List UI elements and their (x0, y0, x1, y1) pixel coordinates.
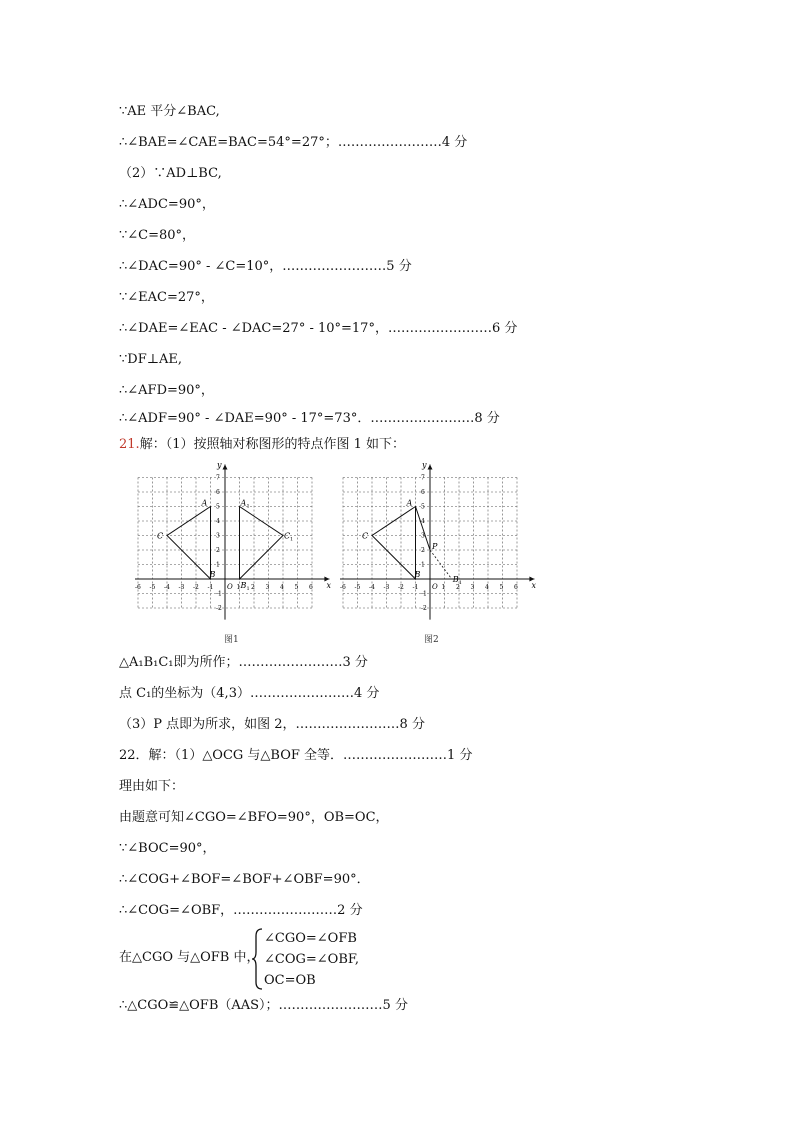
x-tick-label: -2 (398, 584, 404, 591)
x-tick-label: 4 (280, 584, 284, 591)
proof-line: ∵DF⊥AE, (119, 352, 182, 367)
triangle-ABC (167, 507, 211, 580)
x-tick-label: 1 (236, 584, 241, 591)
point-label-C1: C (284, 531, 291, 541)
point-label-A: A (406, 498, 413, 508)
figure-2-caption: 图2 (424, 635, 439, 645)
y-tick-label: 4 (421, 518, 425, 525)
system-prefix: 在△CGO 与△OFB 中， (119, 950, 260, 965)
point-label-B1: B (240, 581, 247, 590)
x-tick-label: 1 (441, 584, 446, 591)
system-row: ∠COG=∠OBF, (264, 952, 360, 967)
x-tick-label: -5 (354, 584, 361, 591)
x-tick-label: 6 (309, 584, 313, 591)
y-tick-label: 5 (216, 503, 220, 511)
x-tick-label: -3 (178, 584, 185, 591)
proof-line: ∴∠AFD=90°， (119, 383, 214, 398)
proof-line: 由题意可知∠CGO=∠BFO=90°，OB=OC， (119, 810, 389, 825)
x-tick-label: 4 (485, 584, 489, 591)
proof-line: ∵AE 平分∠BAC, (119, 104, 220, 119)
point-label-B: B (209, 570, 216, 579)
y-axis-arrow (428, 464, 433, 469)
y-tick-label: 6 (421, 489, 425, 496)
y-tick-label: 3 (421, 532, 425, 540)
x-tick-label: -1 (207, 584, 214, 591)
figure-1-caption: 图1 (224, 635, 239, 645)
y-tick-label: 1 (216, 561, 220, 569)
x-tick-label: 3 (470, 584, 475, 591)
y-axis-label: y (217, 462, 222, 470)
proof-line: ∴∠ADC=90°， (119, 197, 215, 212)
point-label-C: C (157, 531, 164, 541)
proof-line: 理由如下： (119, 779, 185, 794)
y-tick-label: 2 (421, 547, 425, 554)
proof-line: （2）∵AD⊥BC, (119, 166, 222, 181)
y-tick-label: 1 (421, 561, 425, 569)
proof-line: （3）P 点即为所求，如图 2，……………………8 分 (119, 717, 425, 732)
proof-line: ∵∠C=80°， (119, 228, 196, 243)
proof-line: ∴∠BAE=∠CAE=BAC=54°=27°；……………………4 分 (119, 135, 468, 150)
point-label-C1-sub: 1 (290, 536, 294, 543)
proof-line: ∴△CGO≌△OFB（AAS）；……………………5 分 (119, 998, 408, 1013)
x-tick-label: -6 (135, 584, 141, 591)
proof-line: ∴∠ADF=90° - ∠DAE=90° - 17°=73°．……………………8 分 (119, 411, 500, 426)
x-tick-label: 2 (251, 584, 255, 591)
y-tick-label: 6 (216, 489, 220, 496)
x-tick-label: -4 (164, 584, 170, 591)
point-label-A1-sub: 1 (246, 503, 250, 510)
question-number: 21. (119, 437, 140, 452)
proof-line: ∴∠COG=∠OBF，……………………2 分 (119, 903, 363, 918)
point-label-A1: A (240, 498, 247, 508)
proof-line: 22．解：（1）△OCG 与△BOF 全等．……………………1 分 (119, 748, 473, 763)
question-21-heading (119, 437, 405, 453)
x-axis-label: x (531, 581, 537, 590)
y-axis-label: y (422, 462, 427, 470)
proof-line: ∴∠DAE=∠EAC - ∠DAC=27° - 10°=17°，……………………6 分 (119, 321, 518, 336)
x-axis-label: x (326, 581, 332, 590)
system-row: OC=OB (264, 973, 316, 988)
x-tick-label: -3 (383, 584, 390, 591)
y-tick-label: 4 (216, 518, 220, 525)
x-tick-label: -5 (149, 584, 156, 591)
y-tick-label: 3 (216, 532, 220, 540)
origin-label: O (432, 583, 438, 591)
triangle-ABC (372, 507, 416, 580)
x-tick-label: -1 (412, 584, 419, 591)
y-tick-label: 2 (216, 547, 220, 554)
figure-2-coordinate-grid (340, 462, 545, 642)
point-label-P: P (432, 542, 438, 551)
proof-line: ∴∠DAC=90° - ∠C=10°，……………………5 分 (119, 259, 412, 274)
proof-line: ∴∠COG+∠BOF=∠BOF+∠OBF=90°． (119, 872, 370, 887)
point-label-B1-sub: 1 (458, 580, 462, 586)
y-axis-arrow (223, 464, 228, 469)
figure-1-coordinate-grid (135, 462, 340, 642)
left-brace (252, 928, 264, 990)
point-label-A: A (201, 498, 208, 508)
y-tick-label: -2 (216, 605, 222, 612)
question-text: 解：（1）按照轴对称图形的特点作图 1 如下： (139, 437, 405, 452)
x-tick-label: 6 (514, 584, 518, 591)
x-tick-label: -2 (193, 584, 199, 591)
x-tick-label: -4 (369, 584, 375, 591)
y-tick-label: 5 (421, 503, 425, 511)
proof-line: ∵∠EAC=27°， (119, 290, 214, 305)
x-tick-label: 2 (456, 584, 460, 591)
point-label-C: C (362, 531, 369, 541)
segment-AP (416, 507, 431, 551)
point-label-B1: B (452, 575, 459, 584)
proof-line: △A₁B₁C₁即为所作；……………………3 分 (119, 655, 368, 670)
proof-line: 点 C₁的坐标为（4,3）……………………4 分 (119, 686, 380, 701)
x-tick-label: 5 (499, 584, 504, 591)
y-tick-label: -2 (421, 605, 427, 612)
x-tick-label: -6 (340, 584, 346, 591)
y-tick-label: 7 (216, 474, 220, 482)
y-tick-label: 7 (421, 474, 425, 482)
origin-label: O (227, 583, 233, 591)
x-tick-label: 5 (294, 584, 299, 591)
y-tick-label: -1 (421, 590, 427, 598)
point-label-B: B (414, 570, 421, 579)
triangle-A1B1C1 (240, 507, 284, 580)
proof-line: ∵∠BOC=90°， (119, 841, 216, 856)
point-label-B1-sub: 1 (246, 586, 250, 592)
y-tick-label: -1 (216, 590, 222, 598)
x-tick-label: 3 (265, 584, 270, 591)
system-row: ∠CGO=∠OFB (264, 931, 357, 946)
